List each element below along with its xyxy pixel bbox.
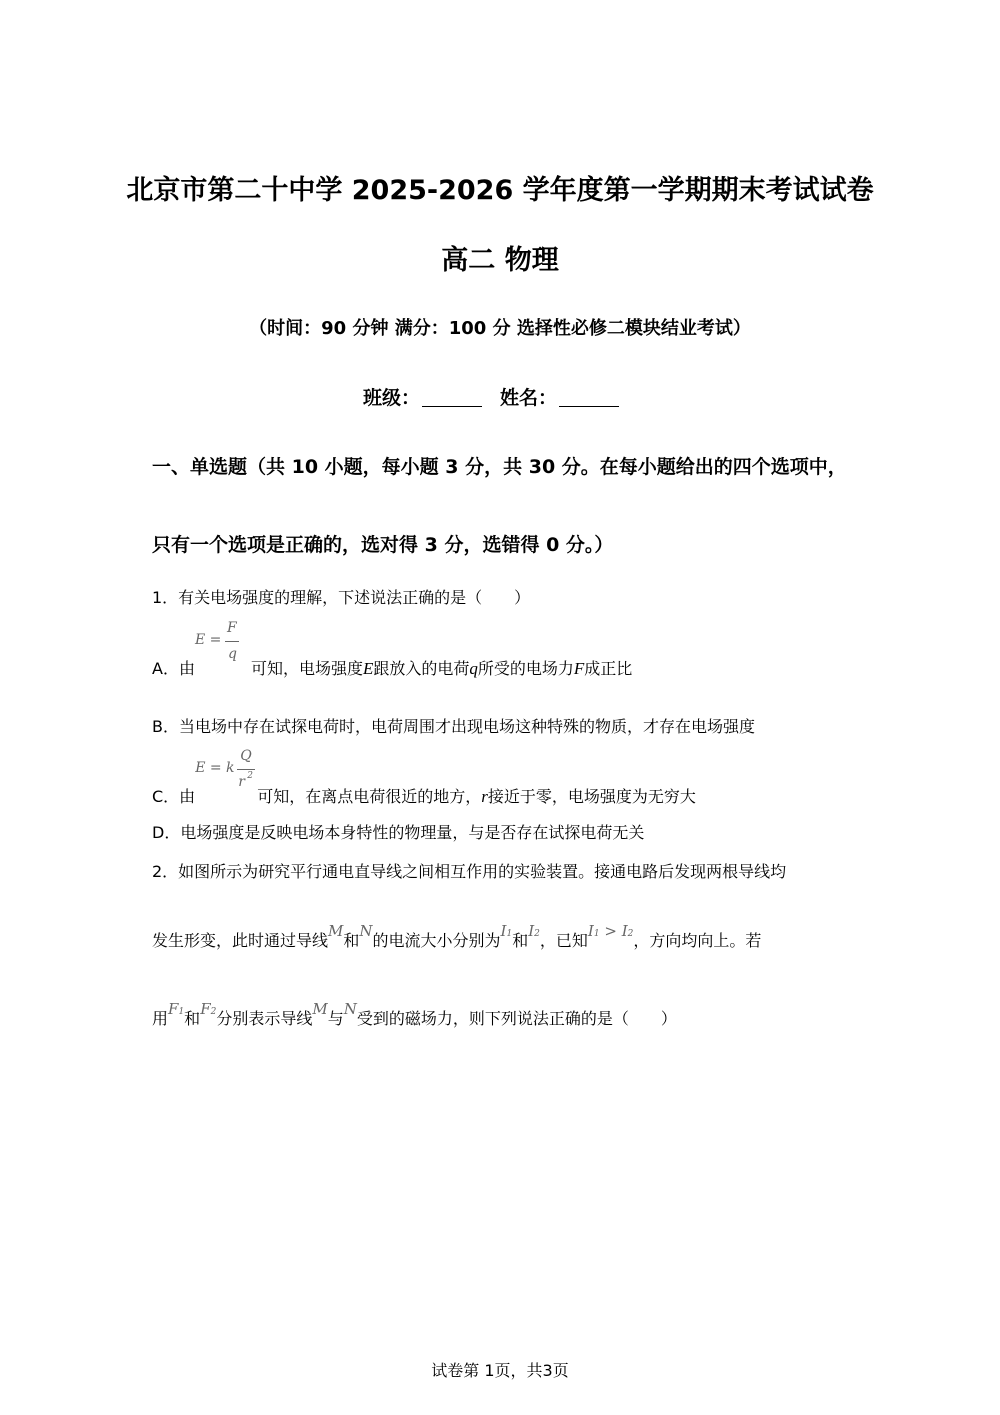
formula-e-f-over-q: E = F q bbox=[195, 638, 251, 678]
formula-e-kq-over-r2: E = k Q r 2 bbox=[195, 766, 257, 806]
i2-symbol: I2 bbox=[528, 922, 540, 940]
option-a-prefix: A．由 bbox=[152, 659, 195, 678]
student-fields bbox=[0, 383, 1000, 410]
q1-stem: 1．有关电场强度的理解，下述说法正确的是（ ） bbox=[152, 588, 531, 607]
q2-line2: 发生形变，此时通过导线M和N的电流大小分别为I1和I2，已知I1 > I2，方向均向上。若 bbox=[152, 922, 762, 950]
q1-option-b: B．当电场中存在试探电荷时，电荷周围才出现电场这种特殊的物质，才存在电场强度 bbox=[152, 717, 755, 736]
page-footer: 试卷第 1页，共3页 bbox=[431, 1361, 569, 1380]
q1-option-a: A．由 E = F q 可知，电场强度E跟放入的电荷q所受的电场力F成正比 bbox=[152, 620, 633, 678]
q1-option-c: C．由 E = k Q r 2 可知，在离点电荷很近的地方，r接近于零，电场强度为无穷大 bbox=[152, 748, 696, 806]
fraction-bar bbox=[225, 641, 239, 642]
name-label: 姓名： bbox=[500, 387, 558, 409]
exam-subtitle: 高二 物理 bbox=[441, 245, 559, 276]
q2-line3: 用F1和F2分别表示导线M与N受到的磁场力，则下列说法正确的是（ ） bbox=[152, 1000, 677, 1028]
section-heading-line1: 一、单选题（共 10 小题，每小题 3 分，共 30 分。在每小题给出的四个选项中， bbox=[152, 456, 847, 478]
i1-gt-i2: I1 > I2 bbox=[587, 922, 634, 940]
name-blank[interactable] bbox=[559, 388, 619, 407]
fraction-bar bbox=[237, 769, 255, 770]
class-blank[interactable] bbox=[422, 388, 482, 407]
option-c-prefix: C．由 bbox=[152, 787, 196, 806]
q2-line1: 2．如图所示为研究平行通电直导线之间相互作用的实验装置。接通电路后发现两根导线均 bbox=[152, 862, 787, 881]
f1-symbol: F1 bbox=[168, 1000, 185, 1018]
exam-info: （时间：90 分钟 满分：100 分 选择性必修二模块结业考试） bbox=[249, 318, 751, 339]
i1-symbol: I1 bbox=[500, 922, 513, 940]
class-label: 班级： bbox=[362, 387, 420, 409]
f2-symbol: F2 bbox=[200, 1000, 217, 1018]
exam-title: 北京市第二十中学 2025-2026 学年度第一学期期末考试试卷 bbox=[126, 175, 874, 206]
q1-option-d: D．电场强度是反映电场本身特性的物理量，与是否存在试探电荷无关 bbox=[152, 823, 645, 842]
section-heading-line2: 只有一个选项是正确的，选对得 3 分，选错得 0 分。） bbox=[152, 534, 614, 556]
